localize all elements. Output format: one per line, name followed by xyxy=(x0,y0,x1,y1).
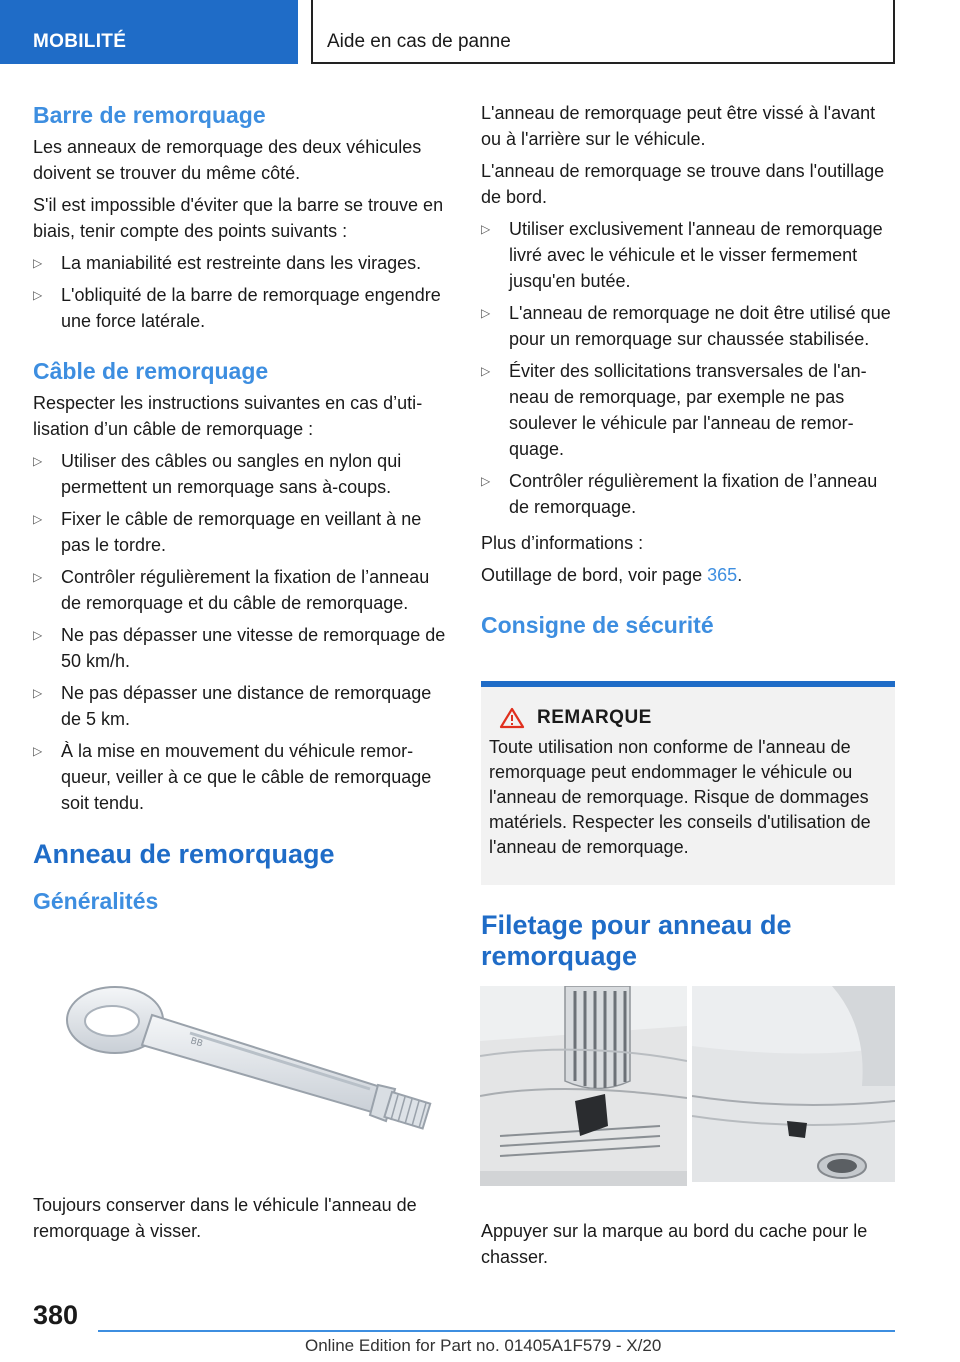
paragraph: Respecter les instructions suivantes en cas d’utilisation d’un câble de remorquage : xyxy=(33,393,423,439)
bullet-list-anneau xyxy=(481,216,895,520)
list-item: ▷ Ne pas dépasser une vitesse de remorquage de 50 km/h. xyxy=(33,622,447,674)
triangle-bullet-icon: ▷ xyxy=(33,256,43,270)
paragraph: L'anneau de remorquage se trouve dans l'outillage de bord. xyxy=(481,161,885,207)
paragraph: Plus d’informations : xyxy=(481,533,644,553)
list-item: ▷ Contrôler régulièrement la fixation de l’anneau de remorquage. xyxy=(481,468,895,520)
heading-cable: Câble de remorquage xyxy=(33,358,269,384)
triangle-bullet-icon: ▷ xyxy=(481,222,491,236)
edition-text: Online Edition for Part no. 01405A1F579 - X/20 xyxy=(305,1336,662,1355)
list-item: ▷ L'obliquité de la barre de remorquage engendre une force latérale. xyxy=(33,282,447,334)
triangle-bullet-icon: ▷ xyxy=(481,306,491,320)
list-item: ▷ L'anneau de remorquage ne doit être utilisé que pour un remorquage sur chaussée stabilisée. xyxy=(481,300,895,352)
notice-box xyxy=(481,681,895,885)
section-tab: MOBILITÉ xyxy=(0,0,298,64)
triangle-bullet-icon: ▷ xyxy=(33,570,43,584)
list-item: ▷ La maniabilité est restreinte dans les virages. xyxy=(33,250,447,276)
rear-bumper-photo xyxy=(692,986,895,1182)
heading-anneau: Anneau de remorquage xyxy=(33,839,335,869)
warning-icon xyxy=(499,707,525,729)
chapter-title: Aide en cas de panne xyxy=(311,0,895,64)
tow-ring-illustration xyxy=(60,975,445,1165)
footer-divider xyxy=(98,1330,895,1332)
triangle-bullet-icon: ▷ xyxy=(33,628,43,642)
heading-generalites: Généralités xyxy=(33,888,159,914)
paragraph: L'anneau de remorquage peut être vissé à l'avant ou à l'arrière sur le véhicule. xyxy=(481,103,876,149)
triangle-bullet-icon: ▷ xyxy=(33,744,43,758)
list-item: ▷ Utiliser exclusivement l'anneau de remorquage livré avec le véhicule et le visser fermement jusqu'en butée. xyxy=(481,216,895,294)
triangle-bullet-icon: ▷ xyxy=(33,512,43,526)
bullet-list-barre xyxy=(33,250,447,334)
front-bumper-photo xyxy=(480,986,687,1186)
notice-title: REMARQUE xyxy=(537,707,652,728)
paragraph: Les anneaux de remorquage des deux véhicules doivent se trouver du même côté. xyxy=(33,137,422,183)
heading-filetage: Filetage pour anneau de remorquage xyxy=(481,910,792,971)
right-column xyxy=(481,100,895,644)
page-number: 380 xyxy=(33,1300,79,1330)
list-item: ▷ Contrôler régulièrement la fixation de l’anneau de remorquage et du câble de remorquage. xyxy=(33,564,447,616)
notice-text: Toute utilisation non conforme de l'anneau de remorquage peut endommager le véhicule ou l'anneau de remorquage. Risque de dommages matériels. Respecter les conseils d'utilisation de l'anneau de remorquage. xyxy=(489,737,871,857)
list-item: ▷ Utiliser des câbles ou sangles en nylon qui permettent un remorquage sans à-coups. xyxy=(33,448,447,500)
left-column xyxy=(33,100,447,920)
heading-consigne: Consigne de sécurité xyxy=(481,612,714,638)
list-item: ▷ Fixer le câble de remorquage en veillant à ne pas le tordre. xyxy=(33,506,447,558)
ring-caption: Toujours conserver dans le véhicule l'anneau de remorquage à visser. xyxy=(33,1195,417,1241)
heading-barre: Barre de remorquage xyxy=(33,102,266,128)
triangle-bullet-icon: ▷ xyxy=(481,364,491,378)
triangle-bullet-icon: ▷ xyxy=(33,454,43,468)
list-item: ▷ À la mise en mouvement du véhicule remorqueur, veiller à ce que le câble de remorquage soit tendu. xyxy=(33,738,447,816)
page-reference: Outillage de bord, voir page 365. xyxy=(481,565,743,585)
triangle-bullet-icon: ▷ xyxy=(33,288,43,302)
triangle-bullet-icon: ▷ xyxy=(481,474,491,488)
list-item: ▷ Éviter des sollicitations transversales de l'anneau de remorquage, par exemple ne pas soulever le véhicule par l'anneau de remorquage. xyxy=(481,358,895,462)
bullet-list-cable xyxy=(33,448,447,816)
triangle-bullet-icon: ▷ xyxy=(33,686,43,700)
page-link[interactable]: 365 xyxy=(707,565,738,585)
list-item: ▷ Ne pas dépasser une distance de remorquage de 5 km. xyxy=(33,680,447,732)
filetage-caption: Appuyer sur la marque au bord du cache pour le chasser. xyxy=(481,1221,868,1267)
paragraph: S'il est impossible d'éviter que la barre se trouve en biais, tenir compte des points suivants : xyxy=(33,195,444,241)
svg-text:BB: BB xyxy=(189,1036,204,1050)
